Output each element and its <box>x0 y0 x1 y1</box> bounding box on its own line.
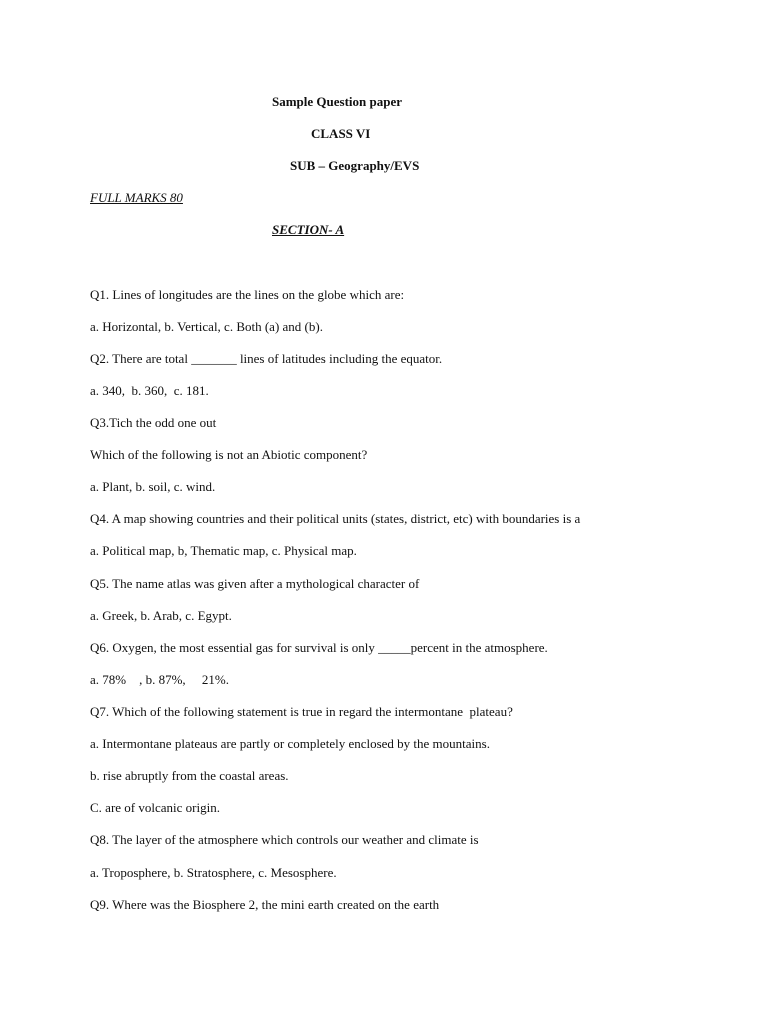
question-6-options: a. 78% , b. 87%, 21%. <box>90 672 230 687</box>
question-2: Q2. There are total _______ lines of latitudes including the equator. <box>90 351 443 366</box>
question-3: Q3.Tich the odd one out <box>90 415 217 430</box>
question-7-option-c: C. are of volcanic origin. <box>90 800 220 815</box>
question-3-prompt: Which of the following is not an Abiotic component? <box>90 447 368 462</box>
class-label: CLASS VI <box>311 126 371 141</box>
full-marks-label: FULL MARKS 80 <box>90 190 183 205</box>
question-5-options: a. Greek, b. Arab, c. Egypt. <box>90 608 232 623</box>
question-3-options: a. Plant, b. soil, c. wind. <box>90 479 216 494</box>
question-4: Q4. A map showing countries and their political units (states, district, etc) with boundaries is a <box>90 511 581 526</box>
question-7: Q7. Which of the following statement is true in regard the intermontane plateau? <box>90 704 513 719</box>
question-1-options: a. Horizontal, b. Vertical, c. Both (a) and (b). <box>90 319 323 334</box>
section-heading: SECTION- A <box>272 222 345 237</box>
subject-label: SUB – Geography/EVS <box>290 158 420 173</box>
question-7-option-b: b. rise abruptly from the coastal areas. <box>90 768 289 783</box>
question-7-option-a: a. Intermontane plateaus are partly or completely enclosed by the mountains. <box>90 736 490 751</box>
question-1: Q1. Lines of longitudes are the lines on the globe which are: <box>90 287 405 302</box>
question-6: Q6. Oxygen, the most essential gas for survival is only _____percent in the atmosphere. <box>90 640 548 655</box>
question-9: Q9. Where was the Biosphere 2, the mini earth created on the earth <box>90 897 440 912</box>
question-2-options: a. 340, b. 360, c. 181. <box>90 383 209 398</box>
paper-title: Sample Question paper <box>272 94 403 109</box>
question-5: Q5. The name atlas was given after a mythological character of <box>90 576 420 591</box>
question-8: Q8. The layer of the atmosphere which controls our weather and climate is <box>90 832 479 847</box>
question-4-options: a. Political map, b, Thematic map, c. Physical map. <box>90 543 357 558</box>
question-8-options: a. Troposphere, b. Stratosphere, c. Mesosphere. <box>90 865 337 880</box>
